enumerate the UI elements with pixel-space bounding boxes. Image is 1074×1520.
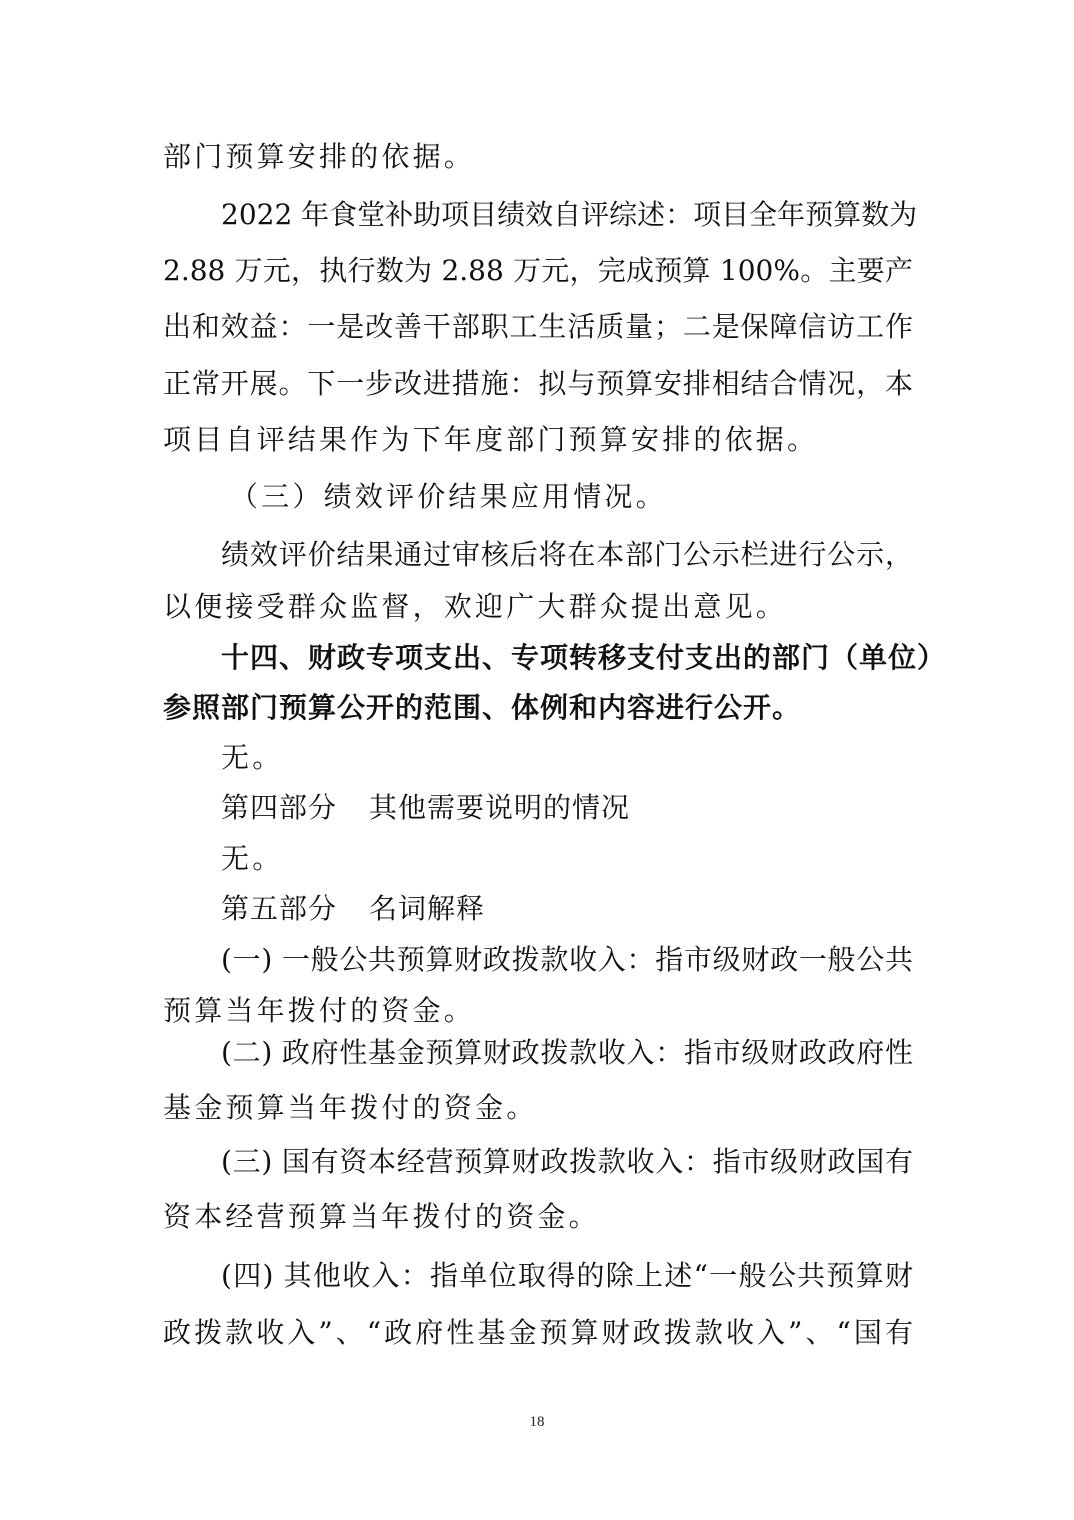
paragraph-line: 2.88 万元，执行数为 2.88 万元，完成预算 100%。主要产 [163, 254, 913, 287]
section-heading: 参照部门预算公开的范围、体例和内容进行公开。 [163, 691, 802, 724]
term-definition-line: (一) 一般公共预算财政拨款收入：指市级财政一般公共 [221, 943, 913, 976]
term-definition-line: 基金预算当年拨付的资金。 [163, 1091, 538, 1124]
part-heading [221, 788, 913, 828]
term-definition-line: (二) 政府性基金预算财政拨款收入：指市级财政政府性 [221, 1036, 913, 1069]
part-title: 名词解释 [369, 892, 486, 925]
paragraph-line: 正常开展。下一步改进措施：拟与预算安排相结合情况，本 [163, 367, 913, 400]
part-heading [221, 889, 913, 929]
part-label: 第四部分 [221, 791, 338, 824]
paragraph-line: 项目自评结果作为下年度部门预算安排的依据。 [163, 423, 819, 456]
page-number: 18 [529, 1414, 545, 1430]
paragraph-line: 出和效益：一是改善干部职工生活质量；二是保障信访工作 [163, 310, 913, 343]
paragraph-line: 2022 年食堂补助项目绩效自评综述：项目全年预算数为 [221, 198, 918, 231]
term-definition-line: (三) 国有资本经营预算财政拨款收入：指市级财政国有 [221, 1145, 913, 1178]
paragraph-line: 部门预算安排的依据。 [163, 140, 476, 173]
paragraph-line: 无。 [221, 741, 284, 774]
term-definition-line: 资本经营预算当年拨付的资金。 [163, 1200, 600, 1233]
paragraph-line: 以便接受群众监督，欢迎广大群众提出意见。 [163, 590, 788, 623]
term-definition-line: 预算当年拨付的资金。 [163, 994, 476, 1027]
term-definition-line: 政拨款收入”、“政府性基金预算财政拨款收入”、“国有 [163, 1316, 913, 1349]
paragraph-line: 无。 [221, 842, 284, 875]
term-definition-line: (四) 其他收入：指单位取得的除上述“一般公共预算财 [221, 1259, 913, 1292]
part-label: 第五部分 [221, 892, 338, 925]
part-title: 其他需要说明的情况 [369, 791, 631, 824]
paragraph-line: 绩效评价结果通过审核后将在本部门公示栏进行公示， [221, 538, 913, 571]
sub-heading: （三）绩效评价结果应用情况。 [230, 480, 667, 513]
section-heading: 十四、财政专项支出、专项转移支付支出的部门（单位） [221, 641, 947, 674]
